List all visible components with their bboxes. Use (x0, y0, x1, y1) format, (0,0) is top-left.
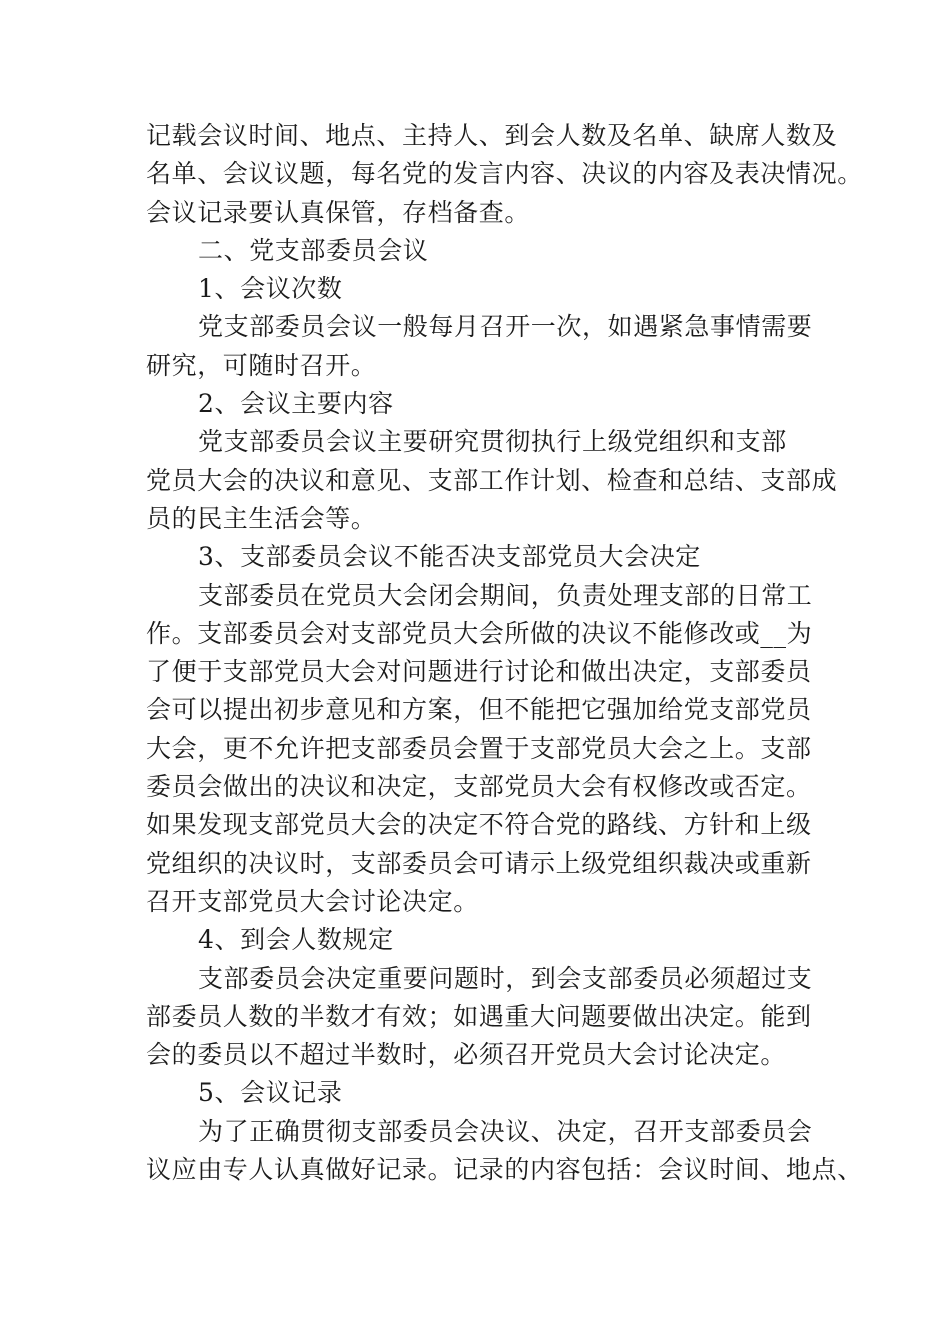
paragraph-line: 大会，更不允许把支部委员会置于支部党员大会之上。支部 (146, 733, 812, 763)
paragraph-line-indented: 1、会议次数 (198, 274, 343, 304)
paragraph-line: 召开支部党员大会讨论决定。 (146, 886, 479, 916)
paragraph-line-indented: 支部委员在党员大会闭会期间，负责处理支部的日常工 (198, 580, 813, 610)
paragraph-line: 了便于支部党员大会对问题进行讨论和做出决定，支部委员 (146, 657, 812, 687)
paragraph-line-indented: 为了正确贯彻支部委员会决议、决定，召开支部委员会 (198, 1116, 813, 1146)
paragraph-line: 议应由专人认真做好记录。记录的内容包括：会议时间、地点、 (146, 1155, 863, 1185)
paragraph-line-indented: 3、支部委员会议不能否决支部党员大会决定 (198, 542, 701, 572)
paragraph-line: 部委员人数的半数才有效；如遇重大问题要做出决定。能到 (146, 1001, 812, 1031)
paragraph-line: 记载会议时间、地点、主持人、到会人数及名单、缺席人数及 (146, 121, 838, 150)
paragraph-line-indented: 党支部委员会议主要研究贯彻执行上级党组织和支部 (198, 427, 787, 457)
paragraph-line: 会议记录要认真保管，存档备查。 (146, 197, 531, 227)
paragraph-line-indented: 2、会议主要内容 (198, 389, 394, 419)
paragraph-line-indented: 二、党支部委员会议 (198, 235, 429, 265)
paragraph-line: 研究，可随时召开。 (146, 350, 377, 380)
paragraph-line: 党组织的决议时，支部委员会可请示上级党组织裁决或重新 (146, 848, 812, 878)
paragraph-line: 如果发现支部党员大会的决定不符合党的路线、方针和上级 (146, 810, 812, 840)
paragraph-line-indented: 4、到会人数规定 (198, 925, 394, 955)
paragraph-line: 作。支部委员会对支部党员大会所做的决议不能修改或__为 (146, 618, 813, 648)
paragraph-line: 名单、会议议题，每名党的发言内容、决议的内容及表决情况。 (146, 159, 863, 189)
paragraph-line: 员的民主生活会等。 (146, 503, 377, 533)
document-page (146, 117, 863, 1189)
paragraph-line: 党员大会的决议和意见、支部工作计划、检查和总结、支部成 (146, 465, 838, 495)
paragraph-line: 委员会做出的决议和决定，支部党员大会有权修改或否定。 (146, 772, 812, 802)
paragraph-line-indented: 支部委员会决定重要问题时，到会支部委员必须超过支 (198, 963, 813, 993)
paragraph-line-indented: 5、会议记录 (198, 1078, 343, 1108)
paragraph-line: 会的委员以不超过半数时，必须召开党员大会讨论决定。 (146, 1040, 787, 1070)
paragraph-line-indented: 党支部委员会议一般每月召开一次，如遇紧急事情需要 (198, 312, 813, 342)
paragraph-line: 会可以提出初步意见和方案，但不能把它强加给党支部党员 (146, 695, 812, 725)
